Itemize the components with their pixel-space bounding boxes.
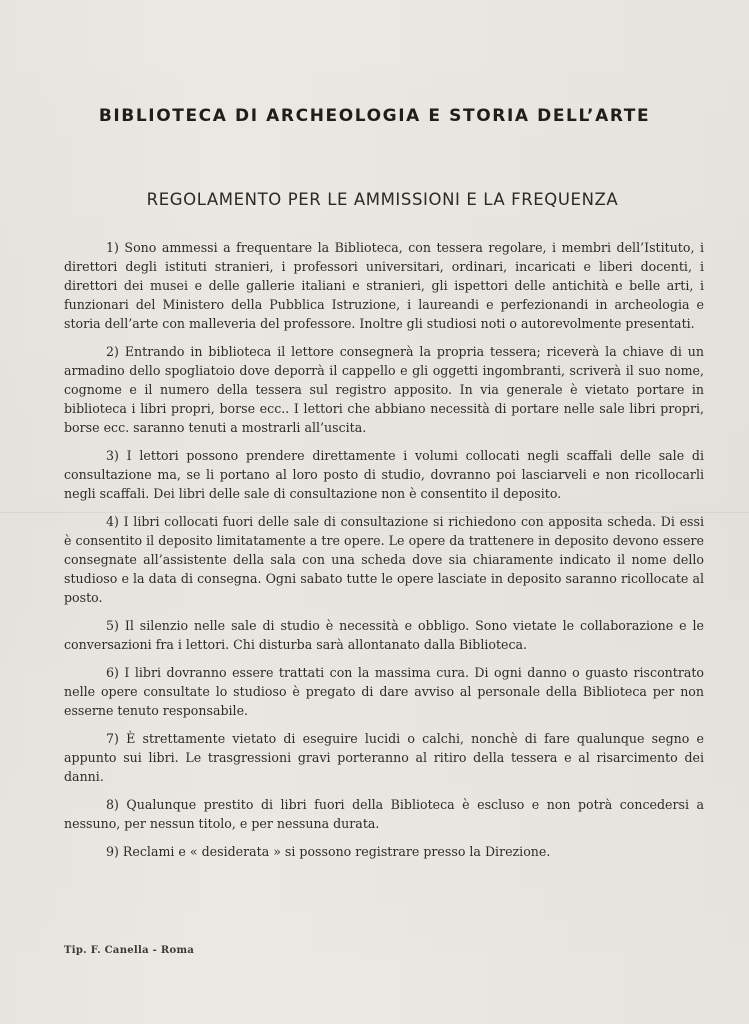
- document-title: BIBLIOTECA DI ARCHEOLOGIA E STORIA DELL’ARTE: [98, 106, 651, 126]
- rule-5: 5) Il silenzio nelle sale di studio è necessità e obbligo. Sono vietate le collaborazione e le conversazioni fra i lettori. Chi disturba sarà allontanato dalla Biblioteca.: [64, 618, 704, 652]
- printer-imprint: Tip. F. Canella - Roma: [64, 945, 195, 956]
- rule-2: 2) Entrando in biblioteca il lettore consegnerà la propria tessera; riceverà la chiave di un armadino dello spogliatoio dove deporrà il cappello e gli oggetti ingombranti, scriverà il suo nome, cognome e il numero della tessera sul registro apposito. In via generale è vietato portare in biblioteca i libri propri, borse ecc.. I lettori che abbiano necessità di portare nelle sale libri propri, borse ecc. saranno tenuti a mostrarli all’uscita.: [64, 344, 704, 435]
- rules-list: [64, 238, 704, 870]
- rule-7: 7) È strettamente vietato di eseguire lucidi o calchi, nonchè di fare qualunque segno e appunto sui libri. Le trasgressioni gravi porteranno al ritiro della tessera e al risarcimento dei danni.: [64, 731, 704, 784]
- document-subtitle: REGOLAMENTO PER LE AMMISSIONI E LA FREQUENZA: [146, 190, 619, 209]
- rule-9: 9) Reclami e « desiderata » si possono registrare presso la Direzione.: [106, 844, 551, 859]
- rule-4: 4) I libri collocati fuori delle sale di consultazione si richiedono con apposita scheda. Di essi è consentito il deposito limitatamente a tre opere. Le opere da trattenere in deposito devono essere consegnate all’assistente della sala con una scheda dove sia chiaramente indicato il nome dello studioso e la data di consegna. Ogni sabato tutte le opere lasciate in deposito saranno ricollocate al posto.: [64, 514, 704, 605]
- rule-6: 6) I libri dovranno essere trattati con la massima cura. Di ogni danno o guasto riscontrato nelle opere consultate lo studioso è pregato di dare avviso al personale della Biblioteca per non esserne tenuto responsabile.: [64, 665, 704, 718]
- rule-1: 1) Sono ammessi a frequentare la Biblioteca, con tessera regolare, i membri dell’Istituto, i direttori degli istituti stranieri, i professori universitari, ordinari, incaricati e liberi docenti, i direttori dei musei e delle gallerie italiani e stranieri, gli ispettori delle antichità e belle arti, i funzionari del Ministero della Pubblica Istruzione, i laureandi e perfezionandi in archeologia e storia dell’arte con malleveria del professore. Inoltre gli studiosi noti o autorevolmente presentati.: [64, 240, 704, 331]
- rule-8: 8) Qualunque prestito di libri fuori della Biblioteca è escluso e non potrà concedersi a nessuno, per nessun titolo, e per nessuna durata.: [64, 797, 704, 831]
- rule-3: 3) I lettori possono prendere direttamente i volumi collocati negli scaffali delle sale di consultazione ma, se li portano al loro posto di studio, dovranno poi lasciarveli e non ricollocarli negli scaffali. Dei libri delle sale di consultazione non è consentito il deposito.: [64, 448, 704, 501]
